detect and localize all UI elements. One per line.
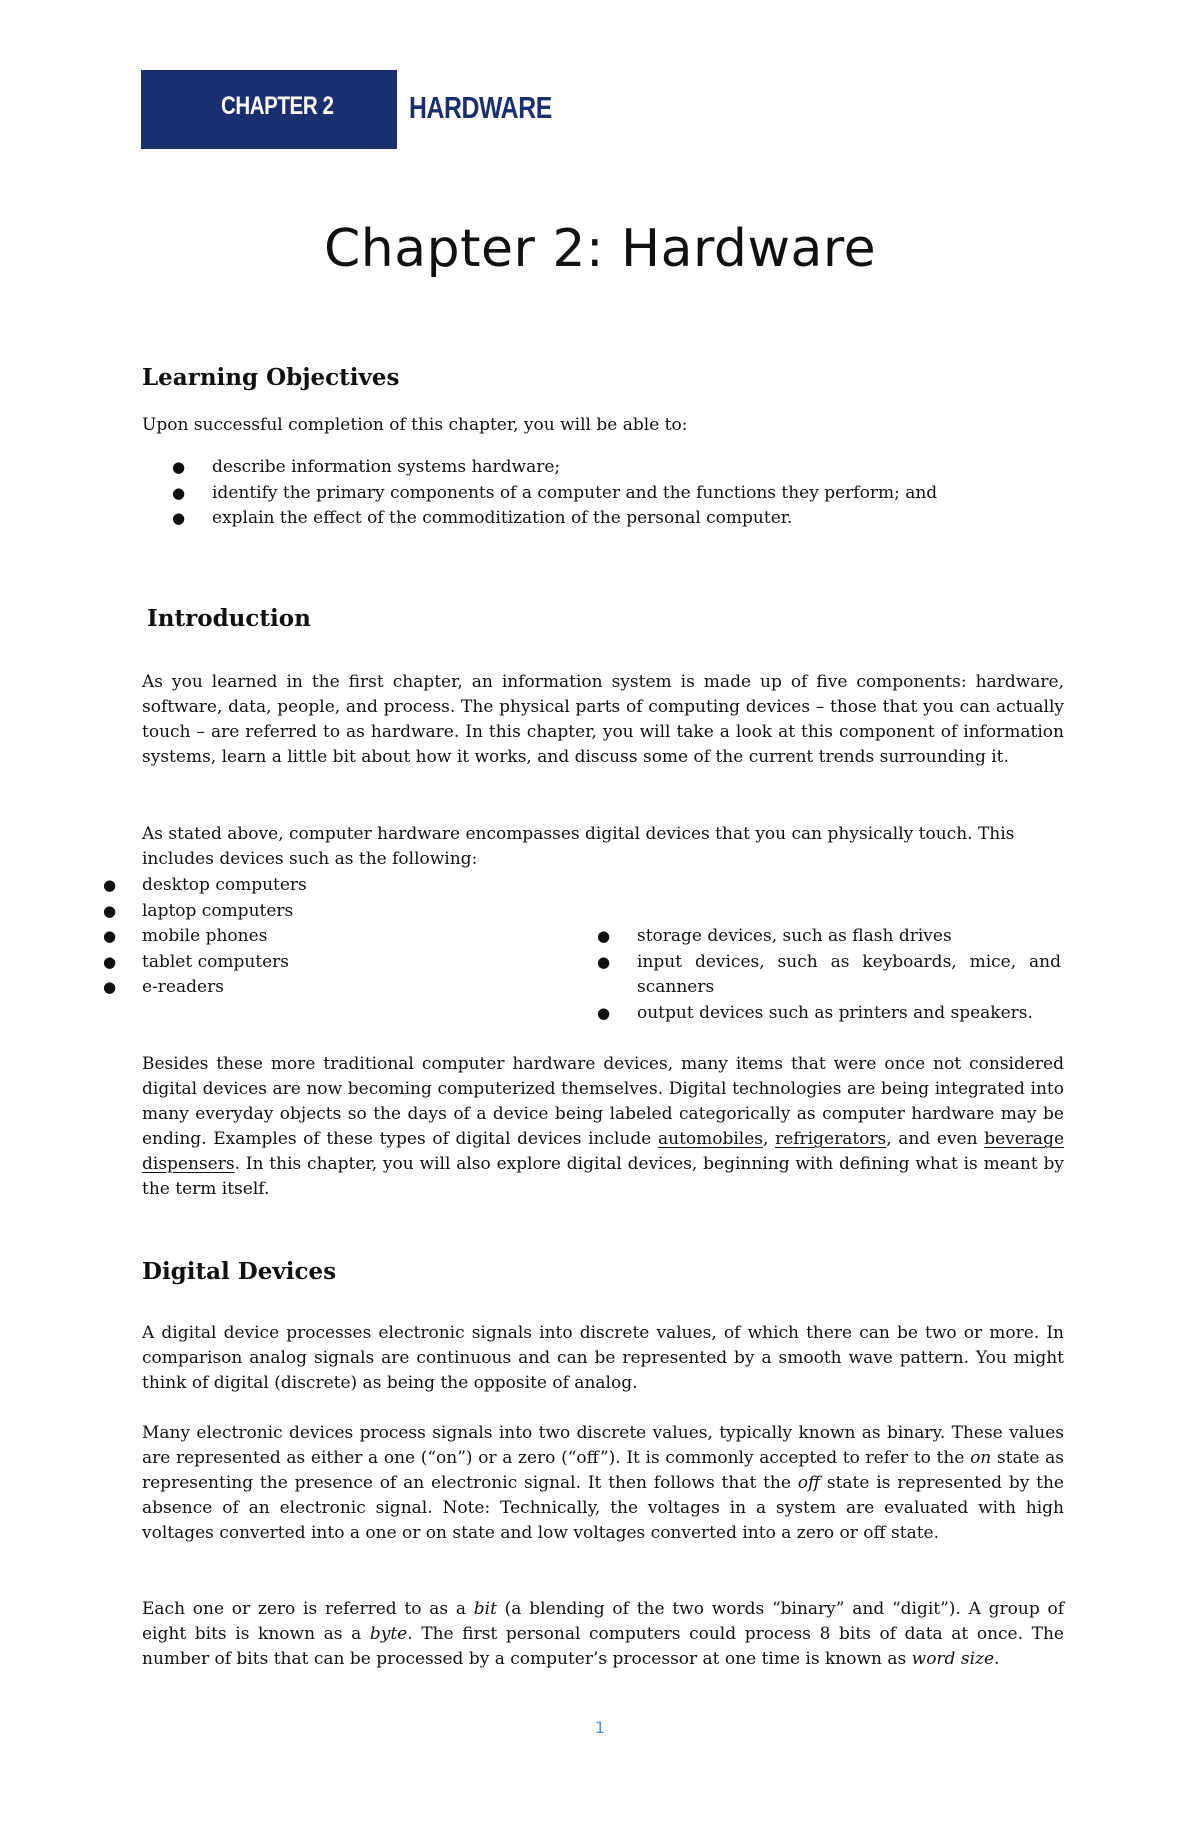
- link-refrigerators[interactable]: refrigerators: [775, 1129, 887, 1149]
- learning-objectives-heading: Learning Objectives: [142, 364, 400, 391]
- chapter-label: CHAPTER 2: [221, 92, 334, 120]
- page-title: Chapter 2: Hardware: [323, 219, 877, 279]
- introduction-paragraph-2: As stated above, computer hardware encompasses digital devices that you can physically touch. This includes devices such as the following:: [142, 824, 1015, 869]
- introduction-heading: Introduction: [147, 605, 311, 632]
- link-beverage-dispensers[interactable]: beverage dispensers: [142, 1129, 1065, 1174]
- introduction-paragraph-1: As you learned in the first chapter, an information system is made up of five components: hardware, software, data, people, and process. The physical parts of computing devices – those that you can actually touch – are referred to as hardware. In this chapter, you will take a look at this component of information systems, learn a little bit about how it works, and discuss some of the current trends surrounding it.: [142, 672, 1064, 767]
- objectives-intro: Upon successful completion of this chapter, you will be able to:: [142, 415, 688, 435]
- digital-devices-heading: Digital Devices: [142, 1258, 337, 1285]
- introduction-paragraph-3: Besides these more traditional computer hardware devices, many items that were once not considered digital devices are now becoming computerized themselves. Digital technologies are being integrated into many everyday objects so the days of a device being labeled categorically as computer hardware may be ending. Examples of these types of digital devices include automobiles, refrigerators, and even beverage dispensers. In this chapter, you will also explore digital devices, beginning with defining what is meant by the term itself.: [142, 1054, 1065, 1199]
- digital-devices-paragraph-3: Each one or zero is referred to as a bit (a blending of the two words “binary” and “digit”). A group of eight bits is known as a byte. The first personal computers could process 8 bits of data at once. The number of bits that can be processed by a computer’s processor at one time is known as word size.: [142, 1599, 1064, 1669]
- page-number: 1: [594, 1718, 606, 1737]
- chapter-header-band: [141, 70, 397, 149]
- digital-devices-paragraph-1: A digital device processes electronic signals into discrete values, of which there can be two or more. In comparison analog signals are continuous and can be represented by a smooth wave pattern. You might think of digital (discrete) as being the opposite of analog.: [142, 1323, 1064, 1393]
- link-automobiles[interactable]: automobiles: [657, 1129, 764, 1149]
- digital-devices-paragraph-2: Many electronic devices process signals into two discrete values, typically known as binary. These values are represented as either a one (“on”) or a zero (“off”). It is commonly accepted to refer to the on state as representing the presence of an electronic signal. It then follows that the off state is represented by the absence of an electronic signal. Note: Technically, the voltages in a system are evaluated with high voltages converted into a one or on state and low voltages converted into a zero or off state.: [142, 1423, 1065, 1543]
- chapter-topic-label: HARDWARE: [409, 90, 552, 125]
